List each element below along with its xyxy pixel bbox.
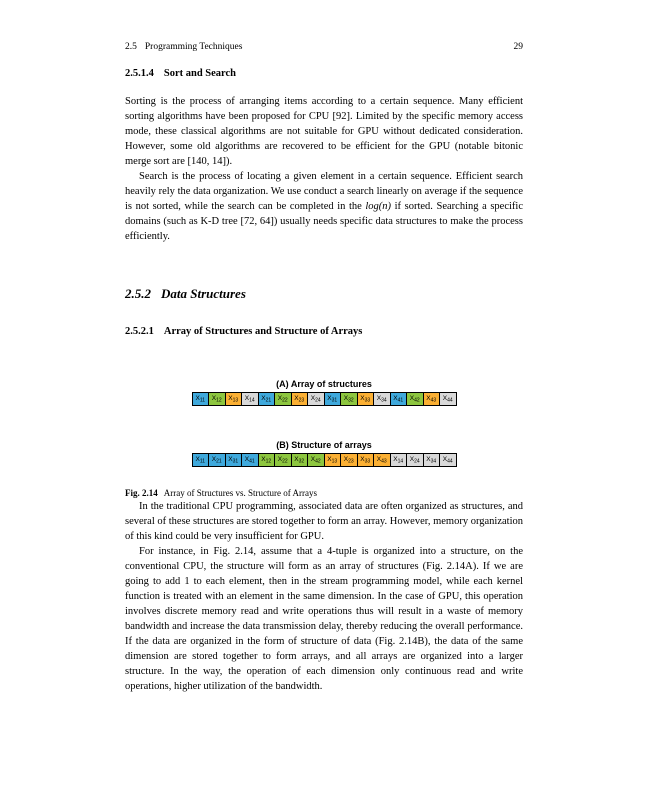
figure-panel-b-title: (B) Structure of arrays <box>276 440 372 450</box>
running-header-row <box>125 42 523 52</box>
heading-sort-and-search <box>125 68 523 79</box>
paragraph-search <box>125 169 523 244</box>
array-cell: $X_{33}$ <box>357 392 375 406</box>
running-header <box>125 42 242 52</box>
array-cell: $X_{13}$ <box>324 453 342 467</box>
array-cell: $X_{14}$ <box>390 453 408 467</box>
heading-number: 2.5.2.1 <box>125 326 154 337</box>
heading-number: 2.5.2 <box>125 286 151 301</box>
array-cell: $X_{43}$ <box>423 392 441 406</box>
array-cell: $X_{42}$ <box>307 453 325 467</box>
array-cell: $X_{21}$ <box>208 453 226 467</box>
array-cell: $X_{12}$ <box>208 392 226 406</box>
math-log-n: log(n) <box>365 201 392 212</box>
heading-aos-soa <box>125 326 523 337</box>
heading-title: Sort and Search <box>163 68 237 79</box>
page-content <box>125 42 523 694</box>
array-cell: $X_{33}$ <box>357 453 375 467</box>
array-cell: $X_{12}$ <box>258 453 276 467</box>
array-cell: $X_{11}$ <box>192 392 210 406</box>
paragraph-search-post: if sorted. Searching a specific domains (such as K-D tree [72, 64]) usually needs specific data structures to make the process efficiently. <box>125 201 523 242</box>
heading-title: Array of Structures and Structure of Arrays <box>163 326 363 337</box>
array-cell: $X_{24}$ <box>406 453 424 467</box>
array-cell: $X_{34}$ <box>373 392 391 406</box>
array-cell: $X_{23}$ <box>340 453 358 467</box>
running-header-number: 2.5 <box>125 42 137 52</box>
array-cell: $X_{22}$ <box>274 453 292 467</box>
array-cell: $X_{44}$ <box>439 392 457 406</box>
array-cell: $X_{13}$ <box>225 392 243 406</box>
figure-caption <box>125 487 523 499</box>
array-cell: $X_{41}$ <box>241 453 259 467</box>
array-cell: $X_{23}$ <box>291 392 309 406</box>
figure-2-14 <box>125 379 523 471</box>
page-number: 29 <box>513 42 523 52</box>
paragraph-aos-intro: In the traditional CPU programming, associated data are often organized as structures, and several of these structures are stored together to form an array. However, memory organization of this kind could be very insufficient for GPU. <box>125 501 523 542</box>
array-cell: $X_{43}$ <box>373 453 391 467</box>
soa-row <box>192 453 457 467</box>
heading-title: Data Structures <box>161 286 246 301</box>
paragraph-search-pre: Search is the process of locating a given element in a certain sequence. Efficient search heavily rely the data organization. We use conduct a search linearly on average if the sequence is not sorted, while the search can be completed in the <box>125 171 523 212</box>
figure-panel-a-title: (A) Array of structures <box>276 379 372 389</box>
paragraph-aos-detail: For instance, in Fig. 2.14, assume that a 4-tuple is organized into a structure, on the conventional CPU, the structure will form as an array of structures (Fig. 2.14A). If we are going to add 1 to each element, then in the stream programming model, while each kernel function is treated with an element in the same dimension. In the case of GPU, this operation involves discrete memory read and write operations thus will result in a waste of memory bandwidth and increase the data transmission delay, thereby reducing the overall performance. If the data are organized in the form of structure of data (Fig. 2.14B), the data of the same dimension are stored together to form arrays, and all arrays are organized into a larger structure. In the way, the operation of each dimension only continuous read and write operations, higher utilization of the bandwidth. <box>125 546 523 692</box>
array-cell: $X_{22}$ <box>274 392 292 406</box>
array-cell: $X_{44}$ <box>439 453 457 467</box>
array-cell: $X_{31}$ <box>225 453 243 467</box>
figure-caption-label: Fig. 2.14 <box>125 488 158 498</box>
heading-number: 2.5.1.4 <box>125 68 154 79</box>
array-cell: $X_{21}$ <box>258 392 276 406</box>
array-cell: $X_{34}$ <box>423 453 441 467</box>
paragraph-sorting: Sorting is the process of arranging items according to a certain sequence. Many efficient sorting algorithms have been proposed for CPU [92]. Limited by the specific memory access mode, these classical algorithms are not suitable for GPU without dedicated consideration. However, some old algorithms are recovered to be efficient for the GPU (notable bitonic merge sort are [140, 14]). <box>125 96 523 167</box>
figure-caption-text: Array of Structures vs. Structure of Arrays <box>163 488 317 498</box>
array-cell: $X_{14}$ <box>241 392 259 406</box>
running-header-title: Programming Techniques <box>144 42 243 52</box>
heading-data-structures <box>125 286 523 302</box>
array-cell: $X_{11}$ <box>192 453 210 467</box>
array-cell: $X_{32}$ <box>340 392 358 406</box>
array-cell: $X_{31}$ <box>324 392 342 406</box>
array-cell: $X_{41}$ <box>390 392 408 406</box>
array-cell: $X_{42}$ <box>406 392 424 406</box>
array-cell: $X_{24}$ <box>307 392 325 406</box>
aos-row <box>192 392 457 406</box>
array-cell: $X_{32}$ <box>291 453 309 467</box>
